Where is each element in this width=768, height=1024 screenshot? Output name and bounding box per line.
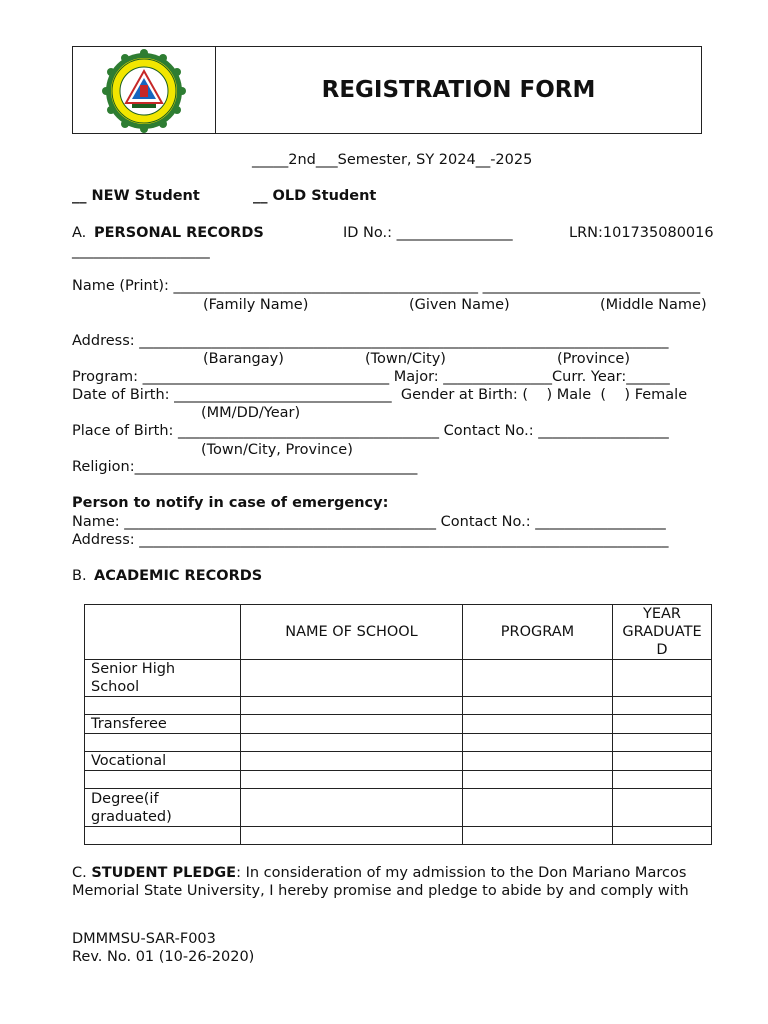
table-header-blank — [85, 605, 241, 660]
place-of-birth-field[interactable]: Place of Birth: ____________________________________ Contact No.: __________________ — [72, 423, 669, 439]
table-cell[interactable] — [463, 789, 613, 827]
lrn-underline: ___________________ — [72, 243, 210, 259]
family-name-caption: (Family Name) — [203, 297, 309, 313]
table-cell[interactable] — [613, 771, 712, 789]
table-cell[interactable] — [241, 771, 463, 789]
name-field[interactable]: Name (Print): __________________________________________ ______________________________ — [72, 278, 701, 294]
table-cell[interactable] — [463, 771, 613, 789]
new-student-option[interactable]: __ NEW Student — [72, 188, 200, 204]
row-label-vocational: Vocational — [85, 752, 241, 771]
table-cell[interactable] — [613, 734, 712, 752]
emergency-name-field[interactable]: Name: ___________________________________________ Contact No.: __________________ — [72, 514, 666, 530]
old-student-option[interactable]: __ OLD Student — [253, 188, 377, 204]
table-cell[interactable] — [85, 827, 241, 845]
year-header-l3: D — [656, 642, 668, 658]
barangay-caption: (Barangay) — [203, 351, 284, 367]
table-cell[interactable] — [463, 660, 613, 697]
table-cell[interactable] — [613, 789, 712, 827]
year-header-l1: YEAR — [642, 606, 681, 622]
given-name-caption: (Given Name) — [409, 297, 510, 313]
section-c-line1 — [72, 864, 686, 882]
table-row — [85, 660, 712, 697]
section-b-letter: B. — [72, 568, 87, 584]
table-header-school: NAME OF SCHOOL — [241, 605, 463, 660]
table-cell[interactable] — [463, 752, 613, 771]
program-major-year-field[interactable]: Program: __________________________________ Major: _______________Curr. Year:______ — [72, 369, 670, 385]
logo-cell — [73, 47, 216, 133]
table-cell[interactable] — [85, 734, 241, 752]
shs-l1: Senior High — [91, 661, 176, 677]
lrn-field: LRN:101735080016 — [569, 225, 714, 241]
table-cell[interactable] — [613, 660, 712, 697]
section-a-title: PERSONAL RECORDS — [94, 225, 264, 241]
table-cell[interactable] — [241, 752, 463, 771]
section-c-title: STUDENT PLEDGE — [91, 865, 237, 881]
table-cell[interactable] — [613, 752, 712, 771]
province-caption: (Province) — [557, 351, 631, 367]
form-code: DMMMSU-SAR-F003 — [72, 931, 216, 947]
table-row — [85, 789, 712, 827]
table-cell[interactable] — [613, 697, 712, 715]
table-row — [85, 827, 712, 845]
form-header — [72, 46, 702, 134]
form-title: REGISTRATION FORM — [321, 77, 596, 103]
university-seal-logo — [73, 47, 215, 133]
section-b-title: ACADEMIC RECORDS — [94, 568, 263, 584]
shs-l2: School — [91, 679, 140, 695]
revision-number: Rev. No. 01 (10-26-2020) — [72, 949, 255, 965]
emergency-title: Person to notify in case of emergency: — [72, 495, 389, 511]
emergency-address-field[interactable]: Address: _________________________________________________________________________ — [72, 532, 669, 548]
deg-l2: graduated) — [91, 808, 172, 825]
table-header-year — [613, 605, 712, 660]
table-cell[interactable] — [463, 715, 613, 734]
deg-l1: Degree(if — [91, 790, 159, 807]
table-cell[interactable] — [613, 715, 712, 734]
id-no-field[interactable]: ID No.: ________________ — [343, 225, 513, 241]
table-cell[interactable] — [241, 789, 463, 827]
religion-field[interactable]: Religion:_______________________________________ — [72, 459, 418, 475]
section-a-letter: A. — [72, 225, 87, 241]
table-cell[interactable] — [463, 734, 613, 752]
table-cell[interactable] — [463, 697, 613, 715]
table-row — [85, 715, 712, 734]
table-cell[interactable] — [463, 827, 613, 845]
table-row — [85, 752, 712, 771]
address-field[interactable]: Address: _________________________________________________________________________ — [72, 333, 669, 349]
table-cell[interactable] — [85, 697, 241, 715]
table-cell[interactable] — [241, 660, 463, 697]
table-cell[interactable] — [241, 827, 463, 845]
table-row — [85, 697, 712, 715]
row-label-degree — [85, 789, 241, 827]
middle-name-caption: (Middle Name) — [600, 297, 707, 313]
section-c-letter: C. — [72, 865, 87, 881]
semester-line: _____2nd___Semester, SY 2024__-2025 — [252, 152, 533, 168]
table-header-row — [85, 605, 712, 660]
dob-caption: (MM/DD/Year) — [201, 405, 301, 421]
table-header-program: PROGRAM — [463, 605, 613, 660]
table-row — [85, 734, 712, 752]
row-label-shs — [85, 660, 241, 697]
table-row — [85, 771, 712, 789]
row-label-transferee: Transferee — [85, 715, 241, 734]
table-cell[interactable] — [613, 827, 712, 845]
town-caption: (Town/City) — [365, 351, 446, 367]
section-c-line2: Memorial State University, I hereby promise and pledge to abide by and comply with — [72, 883, 689, 899]
dob-gender-field[interactable]: Date of Birth: ______________________________ Gender at Birth: ( ) Male ( ) Female — [72, 387, 688, 403]
section-c-text1: : In consideration of my admission to the Don Mariano Marcos — [236, 865, 687, 881]
year-header-l2: GRADUATE — [622, 624, 702, 640]
table-cell[interactable] — [85, 771, 241, 789]
academic-records-table — [84, 604, 712, 845]
table-cell[interactable] — [241, 697, 463, 715]
pob-caption: (Town/City, Province) — [201, 442, 353, 458]
table-cell[interactable] — [241, 715, 463, 734]
table-cell[interactable] — [241, 734, 463, 752]
